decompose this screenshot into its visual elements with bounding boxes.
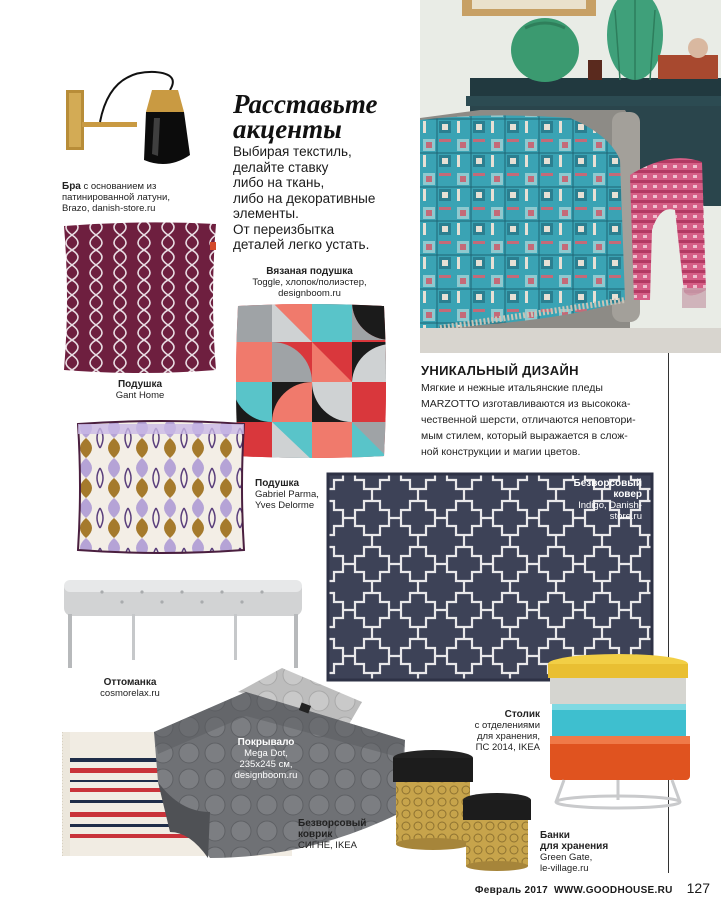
caption-rug-line: Indigo, Danish- — [578, 500, 642, 511]
headline-line-1: Расставьте — [233, 89, 378, 119]
headline — [233, 89, 413, 144]
caption-jars-line: Green Gate, — [540, 852, 593, 863]
caption-jars-title: Банки — [540, 830, 570, 841]
jars-image — [388, 748, 538, 874]
caption-table-line: ПС 2014, IKEA — [475, 742, 540, 753]
section-title: УНИКАЛЬНЫЙ ДИЗАЙН — [421, 363, 579, 378]
section-line: MARZOTTO изготавливаются из высокока- — [421, 398, 631, 410]
lead-line: делайте ставку — [233, 159, 329, 175]
lead-line: деталей легко устать. — [233, 237, 370, 252]
caption-rug-line: store.ru — [609, 511, 642, 522]
caption-knitted-line: designboom.ru — [278, 288, 341, 299]
caption-rug-title: ковер — [613, 489, 642, 500]
caption-blanket-line: Mega Dot, — [244, 748, 288, 759]
knitted-pillow-image — [232, 302, 390, 460]
caption-small-rug-title: Безворсовый — [298, 818, 367, 829]
ottoman-image — [62, 570, 307, 670]
caption-small-rug-line: СИГНЕ, IKEA — [298, 840, 357, 851]
page-number: 127 — [686, 880, 710, 896]
caption-rug — [560, 478, 642, 522]
lead-line: элементы. — [233, 206, 299, 221]
caption-pillow-1-line: Gant Home — [115, 390, 165, 401]
section-line: чественной шерсти, отличаются неповтори- — [421, 414, 636, 426]
caption-pillow-2-title: Подушка — [255, 478, 300, 489]
caption-rug-title: Безворсовый — [573, 478, 642, 489]
caption-ottoman-line: cosmorelax.ru — [100, 688, 160, 699]
caption-table-line: с отделениями — [474, 720, 540, 731]
caption-blanket-line: designboom.ru — [234, 770, 298, 781]
caption-pillow-1 — [80, 379, 200, 401]
caption-small-rug-title: коврик — [298, 829, 333, 840]
caption-knitted-line: Toggle, хлопок/полиэстер, — [252, 277, 367, 288]
caption-pillow-2-line: Gabriel Parma, — [255, 489, 319, 500]
caption-table — [462, 709, 540, 753]
caption-sconce — [62, 181, 212, 214]
room-photo — [420, 0, 721, 353]
caption-knitted-title: Вязаная подушка — [266, 266, 353, 277]
storage-table-image — [544, 652, 694, 822]
caption-sconce-text: с основанием из — [80, 181, 157, 192]
caption-jars-line: le-village.ru — [540, 863, 589, 874]
caption-blanket-line: 235x245 см, — [239, 759, 293, 770]
caption-sconce-line: Brazo, danish-store.ru — [62, 203, 156, 214]
caption-blanket-title: Покрывало — [237, 737, 295, 748]
section-line: ной конструкции и магии цветов. — [421, 446, 581, 458]
lead-line: либо на декоративные — [233, 190, 376, 206]
caption-ottoman-title: Оттоманка — [103, 677, 157, 688]
lead-line: От переизбытка — [233, 221, 335, 237]
footer-site: WWW.GOODHOUSE.RU — [553, 885, 673, 896]
caption-jars-title: для хранения — [540, 841, 609, 852]
footer-issue: Февраль 2017 — [474, 885, 548, 896]
caption-table-title: Столик — [504, 709, 540, 720]
lead-line: либо на ткань, — [233, 175, 325, 190]
caption-blanket — [214, 737, 318, 781]
lead-text — [233, 144, 418, 253]
caption-jars — [540, 830, 640, 874]
caption-pillow-1-title: Подушка — [117, 379, 163, 390]
caption-table-line: для хранения, — [476, 731, 540, 742]
section-line: Мягкие и нежные итальянские пледы — [421, 382, 603, 394]
caption-sconce-line: патинированной латуни, — [62, 192, 170, 203]
caption-small-rug — [298, 818, 388, 851]
section-line: мым стилем, который выражается в слож- — [421, 430, 628, 442]
caption-knitted — [222, 266, 397, 299]
lead-line: Выбирая текстиль, — [233, 144, 352, 159]
page-footer — [440, 880, 710, 900]
design-section — [421, 363, 683, 460]
caption-pillow-2-line: Yves Delorme — [255, 500, 315, 511]
lilac-pillow-image — [72, 418, 250, 556]
headline-line-2: акценты — [233, 114, 342, 144]
plum-pillow-image — [60, 220, 220, 375]
sconce-image — [60, 60, 220, 175]
caption-sconce-title: Бра — [62, 181, 81, 192]
